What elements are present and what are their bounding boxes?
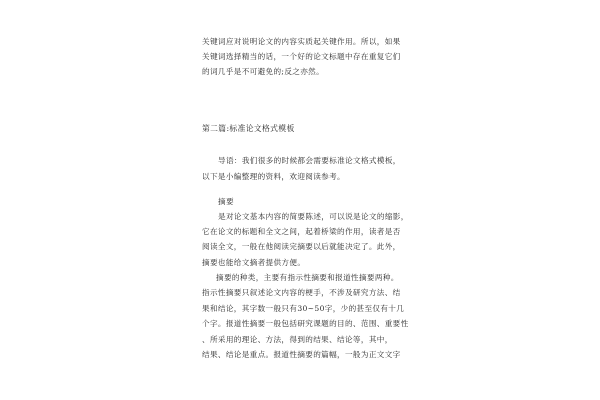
text-line: 它在论文的标题和全文之间，起着桥梁的作用，读者是否 xyxy=(202,227,401,236)
text-line: 个字。报道性摘要一般包括研究课题的目的、范围、重要性 xyxy=(202,319,409,328)
section-heading: 第二篇:标准论文格式模板 xyxy=(202,124,295,133)
text-line: 以下是小编整理的资料，欢迎阅读参考。 xyxy=(202,172,345,181)
text-line: 摘要也能给文摘者提供方便。 xyxy=(202,258,306,267)
text-line: 、所采用的理论、方法，得到的结果、结论等，其中， xyxy=(202,335,393,344)
text-line: 指示性摘要只叙述论文内容的梗手，不涉及研究方法、结 xyxy=(202,288,401,297)
text-line: 结果、结论是重点。报道性摘要的篇幅，一般为正文文字 xyxy=(202,350,401,359)
text-line: 关键词应对说明论文的内容实质起关键作用。所以，如果 xyxy=(202,37,401,46)
text-line: 关键词选择精当的话，一个好的论文标题中存在重复它们 xyxy=(202,52,401,61)
text-line: 是对论文基本内容的简要陈述，可以说是论文的缩影， xyxy=(218,212,409,221)
text-line: 导语：我们很多的时候都会需要标准论文格式模板， xyxy=(218,156,401,165)
text-line: 果和结论，其字数一般只有30~50字，少的甚至仅有十几 xyxy=(202,304,405,313)
text-line: 的词几乎是不可避免的;反之亦然。 xyxy=(202,67,325,76)
text-line: 摘要的种类，主要有指示性摘要和报道性摘要两种。 xyxy=(216,273,399,282)
subheading-abstract: 摘要 xyxy=(218,197,234,206)
text-line: 阅读全文，一般在他阅读完摘要以后就能决定了。此外， xyxy=(202,242,401,251)
